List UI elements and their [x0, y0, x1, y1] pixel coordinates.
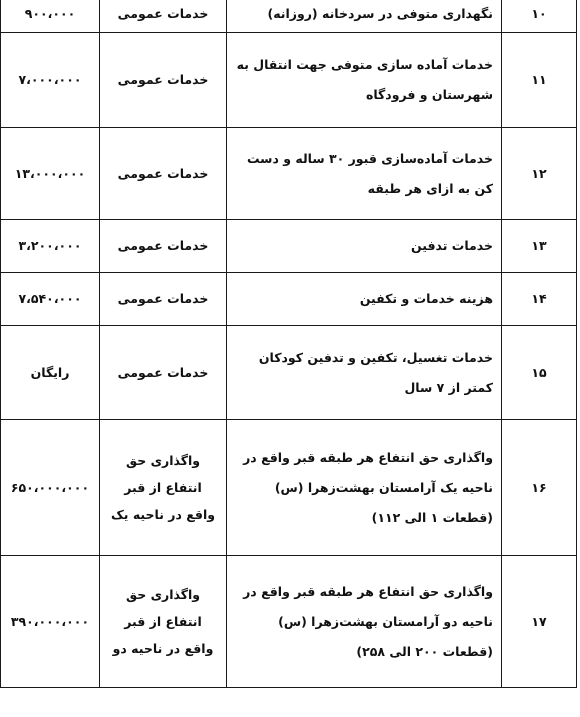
service-price: ۷،۵۴۰،۰۰۰ [1, 273, 100, 326]
row-number: ۱۲ [502, 128, 577, 220]
table-row [1, 326, 577, 420]
service-category: واگذاری حق انتفاع از قبر واقع در ناحیه دو [100, 556, 227, 688]
service-category: خدمات عمومی [100, 220, 227, 273]
row-number: ۱۰ [502, 0, 577, 33]
service-price: ۷،۰۰۰،۰۰۰ [1, 33, 100, 128]
service-description: خدمات آماده سازی متوفی جهت انتقال به شهرستان و فرودگاه [227, 33, 502, 128]
service-price: ۳،۲۰۰،۰۰۰ [1, 220, 100, 273]
row-number: ۱۱ [502, 33, 577, 128]
service-description: خدمات تدفین [227, 220, 502, 273]
service-description: واگذاری حق انتفاع هر طبقه قبر واقع در ناحیه یک آرامستان بهشت‌زهرا (س) (قطعات ۱ الی ۱۱۲) [227, 420, 502, 556]
service-price: ۳۹۰،۰۰۰،۰۰۰ [1, 556, 100, 688]
service-price: رایگان [1, 326, 100, 420]
table-row [1, 273, 577, 326]
service-description: واگذاری حق انتفاع هر طبقه قبر واقع در ناحیه دو آرامستان بهشت‌زهرا (س) (قطعات ۲۰۰ الی ۲۵۸) [227, 556, 502, 688]
service-category: خدمات عمومی [100, 326, 227, 420]
service-description: خدمات آماده‌سازی قبور ۳۰ ساله و دست کن به ازای هر طبقه [227, 128, 502, 220]
table-row [1, 556, 577, 688]
row-number: ۱۵ [502, 326, 577, 420]
table-row [1, 128, 577, 220]
service-category: خدمات عمومی [100, 0, 227, 33]
row-number: ۱۷ [502, 556, 577, 688]
service-price: ۹۰۰،۰۰۰ [1, 0, 100, 33]
service-category: خدمات عمومی [100, 273, 227, 326]
service-category: خدمات عمومی [100, 33, 227, 128]
row-number: ۱۳ [502, 220, 577, 273]
row-number: ۱۴ [502, 273, 577, 326]
service-description: هزینه خدمات و تکفین [227, 273, 502, 326]
service-category: خدمات عمومی [100, 128, 227, 220]
table-row [1, 420, 577, 556]
table-row [1, 33, 577, 128]
service-category: واگذاری حق انتفاع از قبر واقع در ناحیه یک [100, 420, 227, 556]
service-description: نگهداری متوفی در سردخانه (روزانه) [227, 0, 502, 33]
service-description: خدمات تغسیل، تکفین و تدفین کودکان کمتر از ۷ سال [227, 326, 502, 420]
row-number: ۱۶ [502, 420, 577, 556]
service-price: ۶۵۰،۰۰۰،۰۰۰ [1, 420, 100, 556]
table-row [1, 220, 577, 273]
service-price: ۱۳،۰۰۰،۰۰۰ [1, 128, 100, 220]
table-row [1, 0, 577, 33]
